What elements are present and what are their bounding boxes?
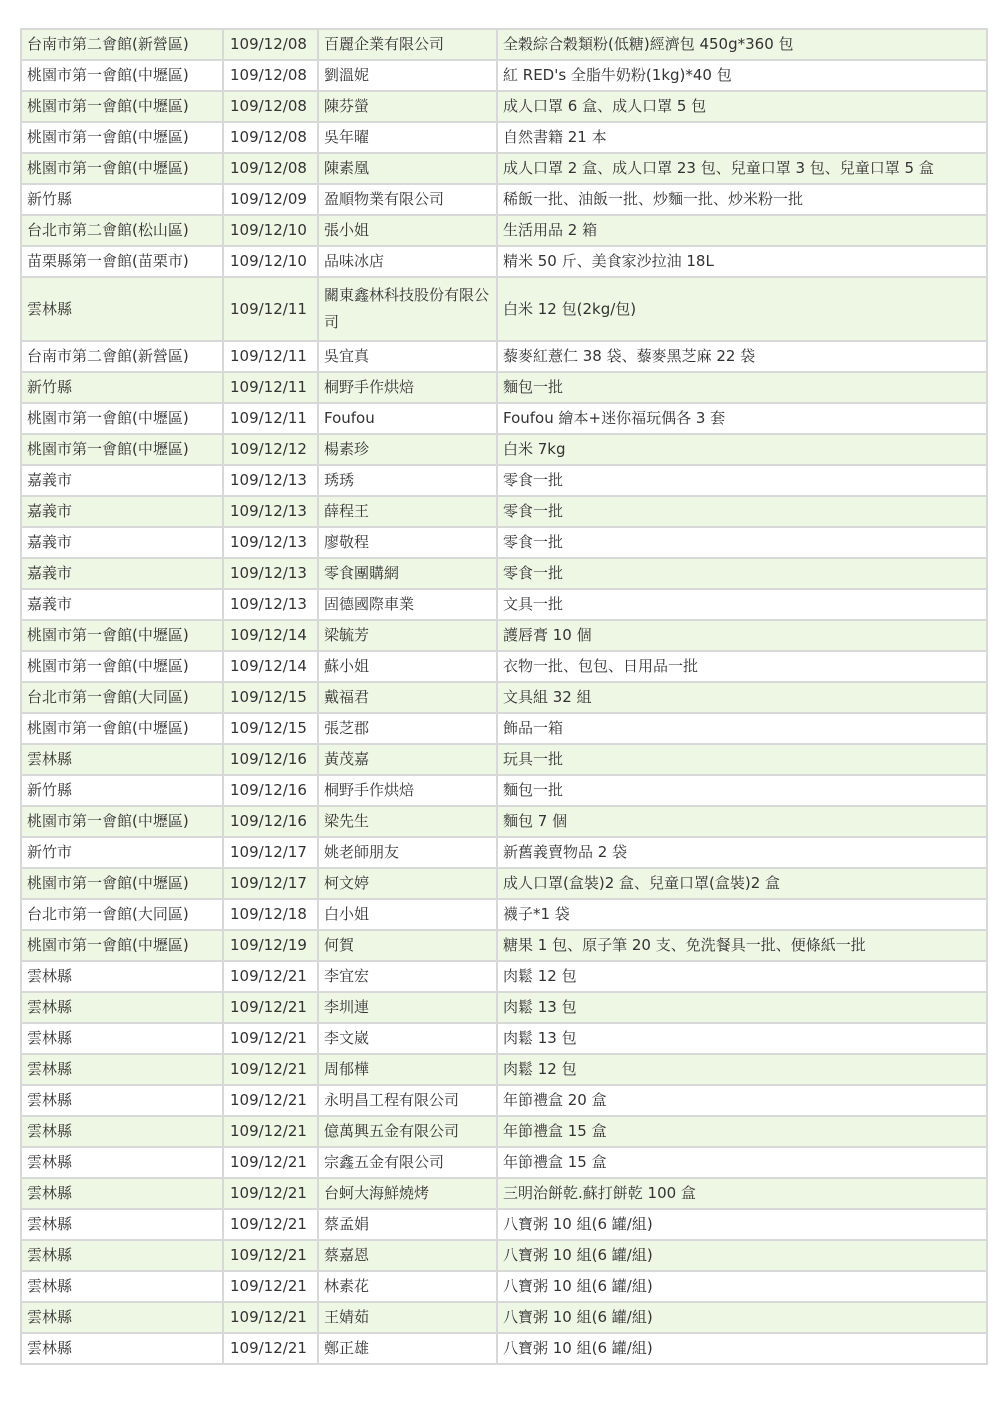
region-cell: 雲林縣 [21,1023,223,1054]
donor-cell: 李文崴 [318,1023,497,1054]
item-cell: 白米 7kg [497,434,987,465]
item-cell: 八寶粥 10 組(6 罐/組) [497,1209,987,1240]
date-cell: 109/12/17 [223,868,318,899]
date-cell: 109/12/12 [223,434,318,465]
table-row [21,899,987,930]
donor-cell: 桐野手作烘焙 [318,372,497,403]
date-cell: 109/12/11 [223,372,318,403]
date-cell: 109/12/17 [223,837,318,868]
region-cell: 桃園市第一會館(中壢區) [21,403,223,434]
region-cell: 桃園市第一會館(中壢區) [21,434,223,465]
table-row [21,277,987,341]
donor-cell: Foufou [318,403,497,434]
table-row [21,496,987,527]
date-cell: 109/12/08 [223,91,318,122]
item-cell: 八寶粥 10 組(6 罐/組) [497,1333,987,1364]
donor-cell: 陳芬螢 [318,91,497,122]
item-cell: 精米 50 斤、美食家沙拉油 18L [497,246,987,277]
table-row [21,1271,987,1302]
date-cell: 109/12/10 [223,215,318,246]
item-cell: 文具組 32 組 [497,682,987,713]
table-row [21,620,987,651]
item-cell: 玩具一批 [497,744,987,775]
table-row [21,558,987,589]
item-cell: 自然書籍 21 本 [497,122,987,153]
date-cell: 109/12/21 [223,992,318,1023]
table-row [21,837,987,868]
date-cell: 109/12/19 [223,930,318,961]
table-row [21,184,987,215]
item-cell: 零食一批 [497,465,987,496]
item-cell: 全穀綜合穀類粉(低糖)經濟包 450g*360 包 [497,29,987,60]
donor-cell: 張小姐 [318,215,497,246]
table-row [21,1333,987,1364]
region-cell: 雲林縣 [21,961,223,992]
item-cell: 肉鬆 13 包 [497,1023,987,1054]
region-cell: 雲林縣 [21,1116,223,1147]
date-cell: 109/12/11 [223,403,318,434]
item-cell: 八寶粥 10 組(6 罐/組) [497,1271,987,1302]
table-row [21,29,987,60]
donor-cell: 梁先生 [318,806,497,837]
date-cell: 109/12/21 [223,1023,318,1054]
table-row [21,744,987,775]
item-cell: 三明治餅乾.蘇打餅乾 100 盒 [497,1178,987,1209]
date-cell: 109/12/13 [223,465,318,496]
date-cell: 109/12/14 [223,651,318,682]
date-cell: 109/12/16 [223,744,318,775]
table-row [21,1209,987,1240]
region-cell: 雲林縣 [21,277,223,341]
region-cell: 台北市第一會館(大同區) [21,682,223,713]
item-cell: 糖果 1 包、原子筆 20 支、免洗餐具一批、便條紙一批 [497,930,987,961]
item-cell: 成人口罩 6 盒、成人口罩 5 包 [497,91,987,122]
table-row [21,527,987,558]
date-cell: 109/12/13 [223,589,318,620]
date-cell: 109/12/21 [223,1054,318,1085]
table-row [21,246,987,277]
date-cell: 109/12/16 [223,806,318,837]
date-cell: 109/12/21 [223,1085,318,1116]
item-cell: 麵包 7 個 [497,806,987,837]
table-row [21,651,987,682]
region-cell: 桃園市第一會館(中壢區) [21,713,223,744]
item-cell: 襪子*1 袋 [497,899,987,930]
date-cell: 109/12/13 [223,496,318,527]
table-row [21,992,987,1023]
table-row [21,465,987,496]
item-cell: 八寶粥 10 組(6 罐/組) [497,1240,987,1271]
region-cell: 台南市第二會館(新營區) [21,29,223,60]
donor-cell: 梁毓芳 [318,620,497,651]
item-cell: 零食一批 [497,496,987,527]
region-cell: 雲林縣 [21,1147,223,1178]
item-cell: 稀飯一批、油飯一批、炒麵一批、炒米粉一批 [497,184,987,215]
date-cell: 109/12/13 [223,558,318,589]
donor-cell: 台蚵大海鮮燒烤 [318,1178,497,1209]
region-cell: 雲林縣 [21,1085,223,1116]
donor-cell: 廖敬程 [318,527,497,558]
table-row [21,1302,987,1333]
region-cell: 新竹縣 [21,775,223,806]
date-cell: 109/12/15 [223,713,318,744]
donor-cell: 固德國際車業 [318,589,497,620]
table-row [21,403,987,434]
donor-cell: 王婧茹 [318,1302,497,1333]
region-cell: 雲林縣 [21,1054,223,1085]
donor-cell: 何賀 [318,930,497,961]
table-row [21,1240,987,1271]
table-row [21,1147,987,1178]
item-cell: 護唇膏 10 個 [497,620,987,651]
table-row [21,1023,987,1054]
region-cell: 嘉義市 [21,496,223,527]
donor-cell: 楊素珍 [318,434,497,465]
region-cell: 台南市第二會館(新營區) [21,341,223,372]
item-cell: Foufou 繪本+迷你福玩偶各 3 套 [497,403,987,434]
donor-cell: 關東鑫林科技股份有限公司 [318,277,497,341]
table-row [21,341,987,372]
table-row [21,1085,987,1116]
date-cell: 109/12/14 [223,620,318,651]
region-cell: 台北市第二會館(松山區) [21,215,223,246]
region-cell: 雲林縣 [21,1240,223,1271]
table-row [21,153,987,184]
item-cell: 零食一批 [497,558,987,589]
donor-cell: 吳年曜 [318,122,497,153]
donor-cell: 盈順物業有限公司 [318,184,497,215]
item-cell: 八寶粥 10 組(6 罐/組) [497,1302,987,1333]
item-cell: 麵包一批 [497,775,987,806]
table-row [21,372,987,403]
donor-cell: 吳宜真 [318,341,497,372]
date-cell: 109/12/21 [223,1209,318,1240]
donor-cell: 永明昌工程有限公司 [318,1085,497,1116]
region-cell: 桃園市第一會館(中壢區) [21,153,223,184]
donor-cell: 李圳連 [318,992,497,1023]
item-cell: 文具一批 [497,589,987,620]
date-cell: 109/12/15 [223,682,318,713]
item-cell: 年節禮盒 20 盒 [497,1085,987,1116]
donor-cell: 蘇小姐 [318,651,497,682]
item-cell: 零食一批 [497,527,987,558]
table-row [21,806,987,837]
date-cell: 109/12/18 [223,899,318,930]
region-cell: 雲林縣 [21,744,223,775]
table-row [21,434,987,465]
table-row [21,775,987,806]
region-cell: 雲林縣 [21,992,223,1023]
date-cell: 109/12/21 [223,1178,318,1209]
table-row [21,961,987,992]
region-cell: 雲林縣 [21,1302,223,1333]
donor-cell: 零食團購網 [318,558,497,589]
region-cell: 雲林縣 [21,1178,223,1209]
item-cell: 成人口罩(盒裝)2 盒、兒童口罩(盒裝)2 盒 [497,868,987,899]
region-cell: 雲林縣 [21,1209,223,1240]
donor-cell: 劉溫妮 [318,60,497,91]
donation-table [20,28,988,1365]
date-cell: 109/12/21 [223,1116,318,1147]
region-cell: 桃園市第一會館(中壢區) [21,651,223,682]
table-row [21,682,987,713]
region-cell: 新竹縣 [21,372,223,403]
date-cell: 109/12/21 [223,961,318,992]
donor-cell: 姚老師朋友 [318,837,497,868]
table-row [21,1178,987,1209]
table-row [21,1116,987,1147]
donor-cell: 李宜宏 [318,961,497,992]
table-row [21,91,987,122]
donor-cell: 薛程王 [318,496,497,527]
table-row [21,215,987,246]
donor-cell: 柯文婷 [318,868,497,899]
date-cell: 109/12/08 [223,153,318,184]
item-cell: 麵包一批 [497,372,987,403]
region-cell: 苗栗縣第一會館(苗栗市) [21,246,223,277]
date-cell: 109/12/10 [223,246,318,277]
donor-cell: 白小姐 [318,899,497,930]
item-cell: 紅 RED's 全脂牛奶粉(1kg)*40 包 [497,60,987,91]
donor-cell: 蔡嘉恩 [318,1240,497,1271]
date-cell: 109/12/08 [223,60,318,91]
table-row [21,122,987,153]
table-row [21,1054,987,1085]
region-cell: 嘉義市 [21,465,223,496]
date-cell: 109/12/16 [223,775,318,806]
donor-cell: 百麗企業有限公司 [318,29,497,60]
donor-cell: 周郁樺 [318,1054,497,1085]
date-cell: 109/12/21 [223,1240,318,1271]
region-cell: 桃園市第一會館(中壢區) [21,930,223,961]
donor-cell: 鄭正雄 [318,1333,497,1364]
date-cell: 109/12/08 [223,122,318,153]
region-cell: 雲林縣 [21,1271,223,1302]
donor-cell: 琇琇 [318,465,497,496]
table-row [21,930,987,961]
item-cell: 飾品一箱 [497,713,987,744]
date-cell: 109/12/21 [223,1333,318,1364]
date-cell: 109/12/21 [223,1271,318,1302]
date-cell: 109/12/11 [223,277,318,341]
region-cell: 桃園市第一會館(中壢區) [21,806,223,837]
donor-cell: 桐野手作烘焙 [318,775,497,806]
table-row [21,60,987,91]
region-cell: 桃園市第一會館(中壢區) [21,60,223,91]
table-row [21,589,987,620]
item-cell: 年節禮盒 15 盒 [497,1147,987,1178]
region-cell: 新竹市 [21,837,223,868]
date-cell: 109/12/21 [223,1147,318,1178]
item-cell: 年節禮盒 15 盒 [497,1116,987,1147]
item-cell: 新舊義賣物品 2 袋 [497,837,987,868]
region-cell: 嘉義市 [21,527,223,558]
item-cell: 肉鬆 12 包 [497,1054,987,1085]
donor-cell: 戴福君 [318,682,497,713]
item-cell: 肉鬆 13 包 [497,992,987,1023]
donor-cell: 黃茂嘉 [318,744,497,775]
date-cell: 109/12/21 [223,1302,318,1333]
item-cell: 成人口罩 2 盒、成人口罩 23 包、兒童口罩 3 包、兒童口罩 5 盒 [497,153,987,184]
donor-cell: 蔡孟娟 [318,1209,497,1240]
region-cell: 桃園市第一會館(中壢區) [21,620,223,651]
region-cell: 新竹縣 [21,184,223,215]
item-cell: 生活用品 2 箱 [497,215,987,246]
date-cell: 109/12/13 [223,527,318,558]
date-cell: 109/12/08 [223,29,318,60]
donor-cell: 億萬興五金有限公司 [318,1116,497,1147]
donor-cell: 陳素凰 [318,153,497,184]
item-cell: 衣物一批、包包、日用品一批 [497,651,987,682]
region-cell: 桃園市第一會館(中壢區) [21,122,223,153]
item-cell: 藜麥紅薏仁 38 袋、藜麥黑芝麻 22 袋 [497,341,987,372]
date-cell: 109/12/09 [223,184,318,215]
donation-table-container [20,28,986,1365]
date-cell: 109/12/11 [223,341,318,372]
donor-cell: 張芝郡 [318,713,497,744]
donor-cell: 品味冰店 [318,246,497,277]
region-cell: 桃園市第一會館(中壢區) [21,868,223,899]
region-cell: 桃園市第一會館(中壢區) [21,91,223,122]
table-row [21,713,987,744]
item-cell: 白米 12 包(2kg/包) [497,277,987,341]
region-cell: 雲林縣 [21,1333,223,1364]
item-cell: 肉鬆 12 包 [497,961,987,992]
region-cell: 嘉義市 [21,558,223,589]
region-cell: 嘉義市 [21,589,223,620]
donor-cell: 宗鑫五金有限公司 [318,1147,497,1178]
donor-cell: 林素花 [318,1271,497,1302]
region-cell: 台北市第一會館(大同區) [21,899,223,930]
donation-table-body [21,29,987,1364]
table-row [21,868,987,899]
